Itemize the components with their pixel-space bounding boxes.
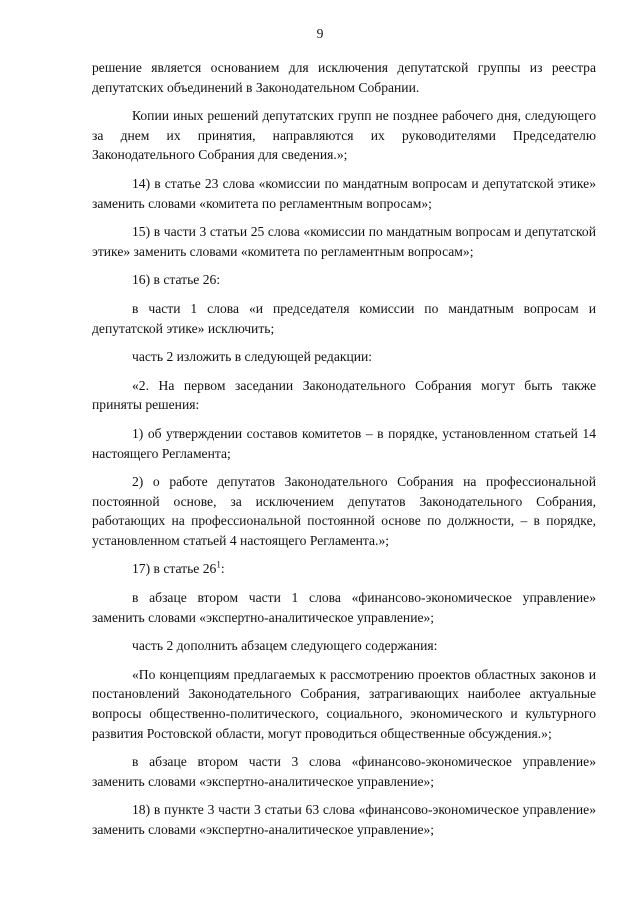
paragraph: 15) в части 3 статьи 25 слова «комиссии по мандатным вопросам и депутатской этике» заменить словами «комитета по регламентным вопросам»; — [92, 224, 596, 259]
paragraph: часть 2 изложить в следующей редакции: — [132, 349, 373, 365]
paragraph-17-text: 17) в статье 26 — [132, 561, 217, 577]
paragraph-17 — [92, 559, 596, 579]
paragraph-17-colon: : — [220, 561, 225, 577]
paragraph: 18) в пункте 3 части 3 статьи 63 слова «финансово-экономическое управление» заменить словами «экспертно-аналитическое управление»; — [92, 802, 596, 837]
paragraph: решение является основанием для исключения депутатской группы из реестра депутатских объединений в Законодательном Собрании. — [92, 60, 596, 95]
paragraph: в абзаце втором части 1 слова «финансово-экономическое управление» заменить словами «экспертно-аналитическое управление»; — [92, 590, 596, 625]
paragraph: в абзаце втором части 3 слова «финансово-экономическое управление» заменить словами «экспертно-аналитическое управление»; — [92, 754, 596, 789]
paragraph: 16) в статье 26: — [132, 272, 221, 288]
paragraph: «2. На первом заседании Законодательного Собрания могут быть также приняты решения: — [92, 377, 596, 413]
paragraph: 1) об утверждении составов комитетов – в порядке, установленном статьей 14 настоящего Регламента; — [92, 425, 596, 461]
document-body — [92, 58, 596, 840]
paragraph: «По концепциям предлагаемых к рассмотрению проектов областных законов и постановлений Законодательного Собрания, затрагивающих наиболее актуальные вопросы общественно-политического, социального, экономического и культурного развития Ростовской области, могут проводиться общественные обсуждения.»; — [92, 666, 596, 741]
paragraph: часть 2 дополнить абзацем следующего содержания: — [132, 638, 438, 654]
paragraph: в части 1 слова «и председателя комиссии по мандатным вопросам и депутатской этике» исключить; — [92, 300, 596, 336]
paragraph: Копии иных решений депутатских групп не позднее рабочего дня, следующего за днем их принятия, направляются их руководителями Председателю Законодательного Собрания для сведения.»; — [92, 108, 596, 163]
page-number: 9 — [316, 26, 324, 41]
paragraph: 14) в статье 23 слова «комиссии по мандатным вопросам и депутатской этике» заменить словами «комитета по регламентным вопросам»; — [92, 175, 596, 211]
paragraph: 2) о работе депутатов Законодательного Собрания на профессиональной постоянной основе, за исключением депутатов Законодательного Собрания, работающих на профессиональной постоянной основе по должности, – в порядке, установленном статьей 4 настоящего Регламента.»; — [92, 474, 596, 548]
superscript: 1 — [216, 559, 221, 570]
